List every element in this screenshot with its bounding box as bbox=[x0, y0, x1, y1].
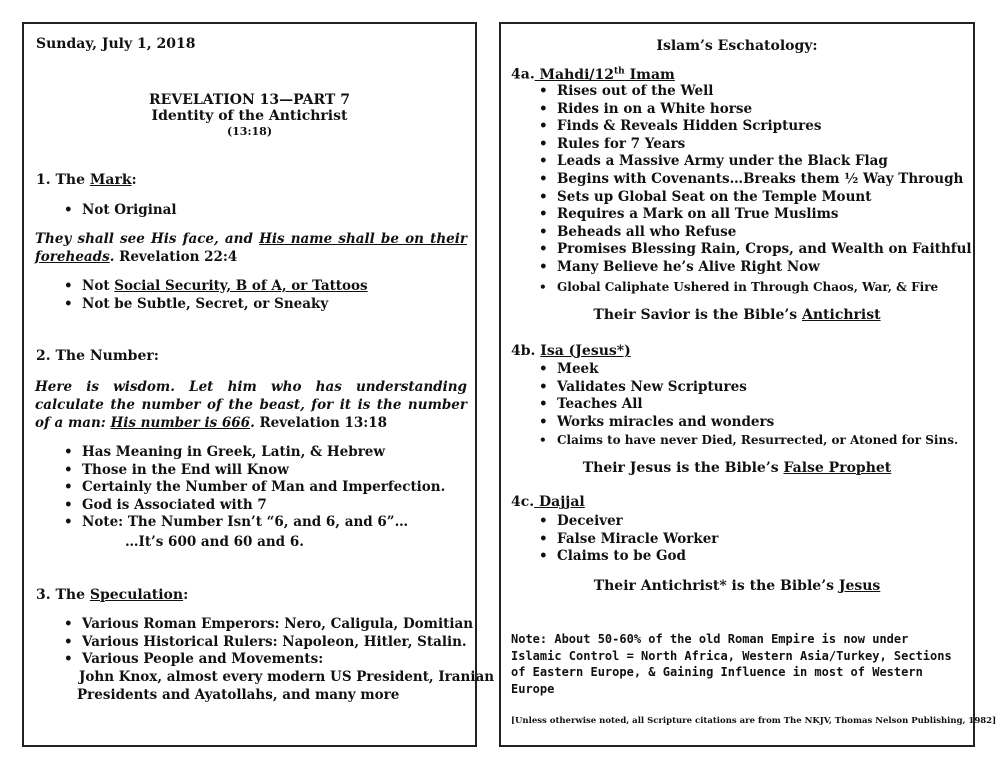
section-colon: : bbox=[183, 587, 189, 603]
list-item: • Works miracles and wonders bbox=[533, 414, 774, 432]
list-item: • Rises out of the Well bbox=[533, 83, 972, 101]
quote-text: Here is wisdom. Let him who has understanding calculate the number of the beast, for it is the number of a man: bbox=[35, 379, 467, 431]
list-item: • Promises Blessing Rain, Crops, and Wealth on Faithful bbox=[533, 241, 972, 259]
quote-reference: Revelation 13:18 bbox=[254, 415, 388, 431]
roman-empire-note: Note: About 50-60% of the old Roman Empire is now under Islamic Control = North Africa, Western Asia/Turkey, Sections of Eastern Europe, & Gaining Influence in most of Western Europe bbox=[511, 632, 952, 696]
section-number: 3. The bbox=[36, 587, 90, 603]
section-number: 4b. bbox=[511, 343, 541, 359]
mahdi-bullets-small bbox=[533, 279, 938, 297]
section-number: 1. The bbox=[36, 172, 90, 188]
list-item: • Beheads all who Refuse bbox=[533, 224, 972, 242]
savior-conclusion bbox=[501, 307, 973, 323]
list-item: • Various Roman Emperors: Nero, Caligula, Domitian bbox=[58, 616, 473, 634]
list-item: • Leads a Massive Army under the Black Flag bbox=[533, 153, 972, 171]
list-item: • Deceiver bbox=[533, 513, 718, 531]
right-title: Islam’s Eschatology: bbox=[656, 38, 818, 54]
list-item: • Global Caliphate Ushered in Through Chaos, War, & Fire bbox=[533, 279, 938, 297]
mahdi-bullets bbox=[533, 83, 972, 277]
conclusion-emphasis: Jesus bbox=[838, 578, 881, 594]
citation-footer: [Unless otherwise noted, all Scripture citations are from The NKJV, Thomas Nelson Publishing, 1982] bbox=[511, 716, 997, 726]
section-4b-heading bbox=[511, 343, 631, 359]
jesus-conclusion bbox=[501, 460, 973, 476]
left-panel bbox=[22, 22, 495, 747]
list-item: • Finds & Reveals Hidden Scriptures bbox=[533, 118, 972, 136]
quote-reference: Revelation 22:4 bbox=[114, 249, 238, 265]
conclusion-text: Their Savior is the Bible’s bbox=[593, 307, 802, 323]
list-item: • Rules for 7 Years bbox=[533, 136, 972, 154]
section-heading-text: Dajjal bbox=[534, 494, 585, 510]
conclusion-text: Their Antichrist* is the Bible’s bbox=[593, 578, 839, 594]
list-item: • Not be Subtle, Secret, or Sneaky bbox=[58, 296, 368, 314]
quote-text: . bbox=[109, 249, 115, 265]
conclusion-emphasis: Antichrist bbox=[802, 307, 881, 323]
list-text: Not bbox=[82, 278, 115, 294]
right-panel bbox=[499, 22, 997, 747]
list-continuation: John Knox, almost every modern US President, Iranian bbox=[79, 669, 495, 685]
list-item: • Claims to be God bbox=[533, 548, 718, 566]
speculation-bullets bbox=[58, 616, 473, 669]
list-item: • Rides in on a White horse bbox=[533, 101, 972, 119]
section-speculation-heading bbox=[36, 587, 188, 603]
list-item: • Not Original bbox=[58, 202, 177, 220]
list-item: • God is Associated with 7 bbox=[58, 497, 445, 515]
isa-bullets bbox=[533, 361, 774, 431]
list-item: • Claims to have never Died, Resurrected, or Atoned for Sins. bbox=[533, 432, 958, 450]
section-number-heading: 2. The Number: bbox=[36, 348, 159, 364]
quote-text: They shall see His face, and bbox=[35, 231, 260, 247]
section-keyword: Mark bbox=[89, 172, 132, 188]
section-keyword: Speculation bbox=[89, 587, 184, 603]
heading-part: Mahdi/12 bbox=[534, 66, 615, 83]
list-item: • Certainly the Number of Man and Imperfection. bbox=[58, 479, 445, 497]
list-continuation: …It’s 600 and 60 and 6. bbox=[125, 534, 304, 550]
list-item bbox=[58, 278, 368, 296]
scripture-quote bbox=[35, 230, 467, 266]
dajjal-bullets bbox=[533, 513, 718, 566]
antichrist-conclusion bbox=[501, 578, 973, 594]
section-4a-heading bbox=[511, 66, 675, 83]
list-item: • Many Believe he’s Alive Right Now bbox=[533, 259, 972, 277]
list-emphasis: Social Security, B of A, or Tattoos bbox=[114, 278, 368, 294]
list-item: • Begins with Covenants…Breaks them ½ Way Through bbox=[533, 171, 972, 189]
list-item: • Validates New Scriptures bbox=[533, 379, 774, 397]
isa-bullets-small bbox=[533, 432, 958, 450]
heading-part: Imam bbox=[624, 66, 675, 83]
section-heading-text: Isa (Jesus*) bbox=[540, 343, 631, 359]
scripture-quote bbox=[35, 378, 467, 432]
list-item: • False Miracle Worker bbox=[533, 531, 718, 549]
section-4c-heading bbox=[511, 494, 585, 510]
list-item: • Note: The Number Isn’t “6, and 6, and 6”… bbox=[58, 514, 445, 532]
quote-emphasis: His name shall be on their foreheads bbox=[35, 231, 467, 265]
list-item: • Has Meaning in Greek, Latin, & Hebrew bbox=[58, 444, 445, 462]
section-number: 4c. bbox=[511, 494, 535, 510]
conclusion-emphasis: False Prophet bbox=[783, 460, 892, 476]
section-heading-text bbox=[535, 67, 675, 83]
mark-bullets-2 bbox=[58, 278, 368, 313]
list-continuation: Presidents and Ayatollahs, and many more bbox=[77, 687, 400, 703]
list-item: • Teaches All bbox=[533, 396, 774, 414]
list-item: • Various People and Movements: bbox=[58, 651, 473, 669]
list-item: • Meek bbox=[533, 361, 774, 379]
list-item: • Those in the End will Know bbox=[58, 462, 445, 480]
quote-text: . bbox=[250, 415, 255, 431]
sermon-title: REVELATION 13—PART 7 bbox=[149, 92, 350, 108]
date: Sunday, July 1, 2018 bbox=[36, 36, 196, 52]
list-item: • Requires a Mark on all True Muslims bbox=[533, 206, 972, 224]
section-mark-heading bbox=[36, 172, 137, 188]
mark-bullets bbox=[58, 202, 177, 220]
quote-emphasis: His number is 666 bbox=[110, 415, 251, 431]
sermon-subtitle: Identity of the Antichrist bbox=[151, 108, 348, 124]
list-item: • Various Historical Rulers: Napoleon, Hitler, Stalin. bbox=[58, 634, 473, 652]
list-item: • Sets up Global Seat on the Temple Mount bbox=[533, 189, 972, 207]
conclusion-text: Their Jesus is the Bible’s bbox=[582, 460, 784, 476]
number-bullets bbox=[58, 444, 445, 532]
scripture-reference: (13:18) bbox=[226, 125, 273, 138]
superscript: th bbox=[614, 66, 625, 76]
section-number: 4a. bbox=[511, 66, 535, 83]
section-colon: : bbox=[131, 172, 137, 188]
